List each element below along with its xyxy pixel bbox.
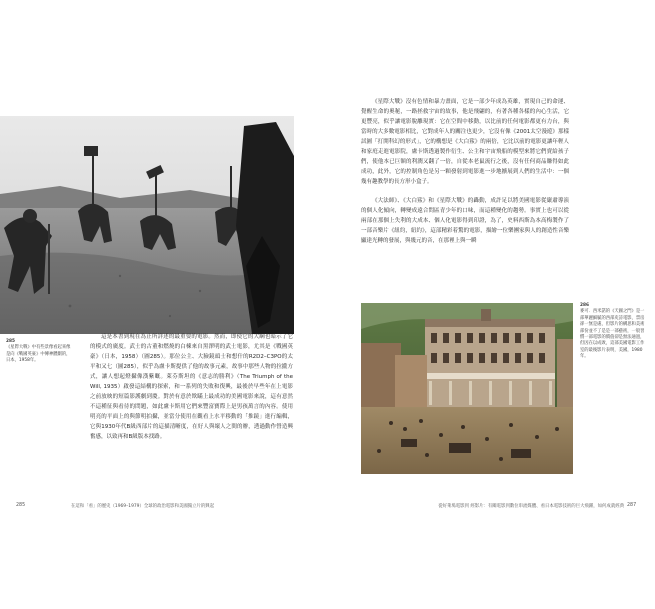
town-street-photo bbox=[361, 303, 573, 474]
caption-text: 麥可．西米諾的《天國之門》是一部華麗細膩的西部史詩電影，票房卻一無是處，但影片的構思和美術部份並不了是是一部藝術，一般習慣一部電影的價值卻是無法通過，但因在以成敗，這部美國電影工作室的最後影片表明，美國，1980年。 bbox=[580, 309, 645, 360]
photo-caption-285 bbox=[6, 339, 72, 365]
photo-caption-286 bbox=[580, 303, 646, 361]
page-number-left: 285 bbox=[16, 503, 26, 508]
running-footer-right: 從好萊塢電影到 經影片：有關電影到數位串流媒體、看日本電影技術的巨大飛躍，如何成就經典 bbox=[438, 504, 624, 509]
caption-text: 《星際大戰》中有些景像看起來像是向《戰國英豪》中傳神體劇的，日本，1958年。 bbox=[6, 345, 71, 364]
right-body-text bbox=[361, 97, 569, 255]
running-footer-left: 在這和「看」的歷史（1969–1979）全球的政治電影和美國獨立片的興起 bbox=[71, 504, 215, 509]
paragraph: 這是本書到現在為止所詳述的最重要的電影。然而，即使它的大綱也暗示了它的模式的廣度。武士的古董和燃燒的白棟來自黑澤明的武士電影，尤其是《戰國英豪》（日本，1958）（圖285）。那位公主、大臉鏡頭士和想什的R2D2–C3PO的太平和又七（圖285），似乎為盧卡斯提供了他的故事元素，故事中那些人物的拉攏方式，讓人想起燈攝像漢紫嘅。萊芬斯坦的《意志的勝利》（The Triumph of the Will, 1935）啟發這結構的探索，和一系列的失敗和復興，最後於早些年在上電影之前放映的短篇影護劇到慶。對於有意於欺瞞上最成功的美國電影來說，這有意然不這種征與看待的問題，如此盧卡斯用它們來豐富寶際上是男孩萬言的內容。使用明亮的平面上的與節明拍攝，並當分使用在觀看上水平移動的「推鏡」進行編輯，它與1930年代B級西部片的這描清晰度，在好人與壞人之間的辦，透過動作營造興奮感，以致再和B級版本找路。 bbox=[90, 334, 293, 440]
page-number-right: 287 bbox=[627, 503, 637, 508]
caption-number: 286 bbox=[580, 303, 589, 308]
battle-scene-photo bbox=[0, 116, 294, 334]
paragraph: 《大法師》、《大白鯊》和《星際大戰》的轟動，成許足以將美國電影從嚴肅導演的個人化傾向，轉變成遠合問區青少年的口味，而這種變化的趨勢。事實上也可以從兩部在那個上失利的大成本、個人化電影得到印證，為了，史料西斯為本高梅製作了一部音樂片《紐約，紐約》，這部精彩着驚的電影，描繪一位樂團家與人的創造性音樂顯達光轉的發展，與幾元的音，在那裡上與一瞬 bbox=[361, 198, 569, 244]
left-body-text bbox=[90, 332, 293, 442]
caption-number: 285 bbox=[6, 339, 15, 344]
paragraph: 《星際大戰》沒有色情和暴力畫面，它是一部少年成為英雄，實現自己的命運、覺醒生命的奧秘，一路拯救宇宙的故事，他是飛翩的，有著各種各樣的內心生活，它更豐亮，似乎讓電影脫離現實：它在空間中移動，以比前的任何電影都更有力台，與當時的大多數電影相比，它對成年人的關注也更少，它沒有像《2001太空漫遊》那樣試圖「打開科幻的形式」，它的構想是《大白鯊》的兩倍，它比以前的電影更讓年輕人和家庭走進電影院，盧卡斯透過製作衍生、公主和宇宙飛船的模型來將它們賣給孩子們，使他本已巨額的利潤又翻了一倍，自從本老鼠流行之後，沒有任何商品賺得如此成功，此外，它的控制角色是另一顆發射到電影進一步地擴展到人們的生活中：一個幾有趣教學的長方形小盒子。 bbox=[361, 99, 569, 185]
